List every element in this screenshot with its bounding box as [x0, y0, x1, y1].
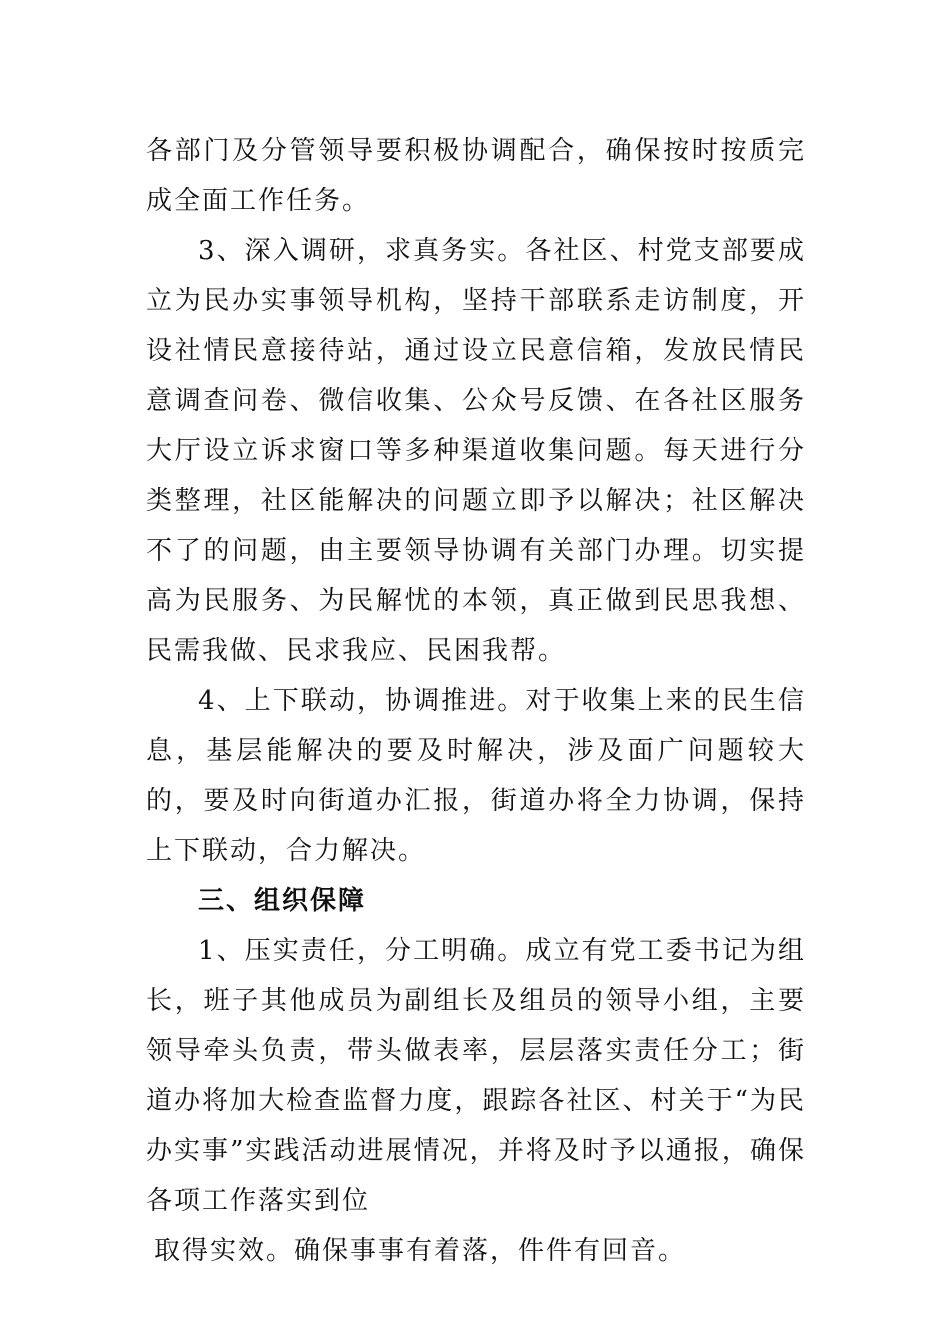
section-heading: 三、组织保障 [198, 886, 367, 916]
document-body [146, 126, 806, 1276]
paragraph-item-3: 3、深入调研，求真务实。各社区、村党支部要成立为民办实事领导机构，坚持干部联系走访制度，开设社情民意接待站，通过设立民意信箱，发放民情民意调查问卷、微信收集、公众号反馈、在各社区服务大厅设立诉求窗口等多种渠道收集问题。每天进行分类整理，社区能解决的问题立即予以解决；社区解决不了的问题，由主要领导协调有关部门办理。切实提高为民服务、为民解忧的本领，真正做到民思我想、民需我做、民求我应、民困我帮。 [146, 236, 806, 666]
paragraph-continuation: 各部门及分管领导要积极协调配合，确保按时按质完成全面工作任务。 [146, 136, 806, 216]
paragraph-item-4: 4、上下联动，协调推进。对于收集上来的民生信息，基层能解决的要及时解决，涉及面广问题较大的，要及时向街道办汇报，街道办将全力协调，保持上下联动，合力解决。 [146, 686, 806, 866]
paragraph-closing-line: 取得实效。确保事事有着落，件件有回音。 [154, 1236, 687, 1266]
paragraph-item-1: 1、压实责任，分工明确。成立有党工委书记为组长，班子其他成员为副组长及组员的领导小组，主要领导牵头负责，带头做表率，层层落实责任分工；街道办将加大检查监督力度，跟踪各社区、村关于“为民办实事”实践活动进展情况，并将及时予以通报，确保各项工作落实到位 [146, 936, 806, 1216]
